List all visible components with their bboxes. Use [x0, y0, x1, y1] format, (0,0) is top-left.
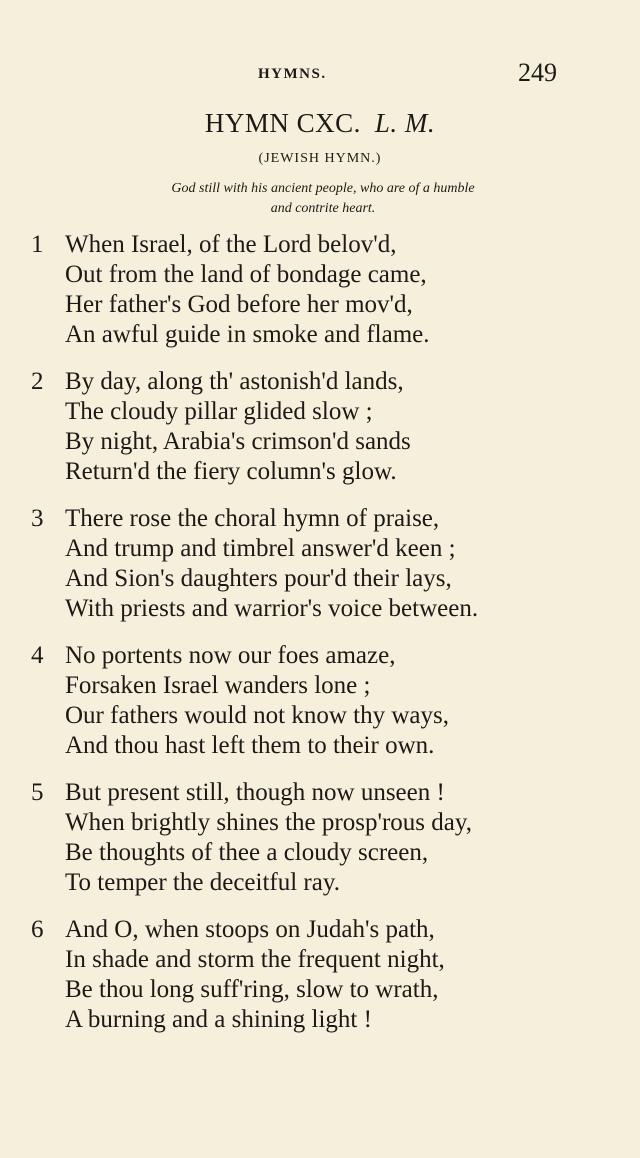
stanza-6 [0, 915, 640, 1035]
stanza-1 [0, 230, 640, 350]
page-number: 249 [518, 58, 557, 87]
hymn-meter: L. M. [374, 108, 436, 138]
stanza-2 [0, 367, 640, 487]
verse-line: Be thou long suff'ring, slow to wrath, [65, 976, 439, 1003]
verse-line: And O, when stoops on Judah's path, [65, 916, 435, 943]
argument-line: and contrite heart. [270, 201, 376, 216]
verse-line: And trump and timbrel answer'd keen ; [65, 535, 456, 562]
verse-line: But present still, though now unseen ! [65, 779, 445, 806]
verse-line: And Sion's daughters pour'd their lays, [65, 565, 452, 592]
verse-line: Forsaken Israel wanders lone ; [65, 672, 371, 699]
stanza-4 [0, 641, 640, 761]
verse-line: Be thoughts of thee a cloudy screen, [65, 839, 429, 866]
hymn-argument [88, 179, 558, 219]
stanza-number: 3 [31, 505, 44, 532]
argument-line: God still with his ancient people, who are of a humble [171, 181, 475, 196]
stanza-number: 2 [31, 368, 44, 395]
verse-line: When brightly shines the prosp'rous day, [65, 809, 472, 836]
verse-line: A burning and a shining light ! [65, 1006, 372, 1033]
running-head [0, 58, 640, 90]
verse-line: Her father's God before her mov'd, [65, 291, 413, 318]
verse-line: When Israel, of the Lord belov'd, [65, 231, 397, 258]
verse-line: Our fathers would not know thy ways, [65, 702, 449, 729]
verse-line: With priests and warrior's voice between. [65, 595, 479, 622]
hymn-number: HYMN CXC. [204, 108, 361, 138]
verse-line: To temper the deceitful ray. [65, 869, 340, 896]
stanza-3 [0, 504, 640, 624]
verse-line: The cloudy pillar glided slow ; [65, 398, 373, 425]
verse-line: Return'd the fiery column's glow. [65, 458, 397, 485]
hymn-title [0, 108, 640, 139]
stanza-number: 6 [31, 916, 44, 943]
verse-line: No portents now our foes amaze, [65, 642, 396, 669]
verse-line: In shade and storm the frequent night, [65, 946, 445, 973]
verse-line: By day, along th' astonish'd lands, [65, 368, 404, 395]
verse-line: There rose the choral hymn of praise, [65, 505, 440, 532]
stanza-number: 1 [31, 231, 44, 258]
stanzas [0, 230, 640, 1052]
stanza-number: 4 [31, 642, 44, 669]
running-title: HYMNS. [258, 66, 327, 82]
verse-line: An awful guide in smoke and flame. [65, 321, 430, 348]
hymn-subtitle: (JEWISH HYMN.) [258, 151, 382, 166]
verse-line: Out from the land of bondage came, [65, 261, 427, 288]
stanza-5 [0, 778, 640, 898]
verse-line: And thou hast left them to their own. [65, 732, 435, 759]
verse-line: By night, Arabia's crimson'd sands [65, 428, 411, 455]
stanza-number: 5 [31, 779, 44, 806]
